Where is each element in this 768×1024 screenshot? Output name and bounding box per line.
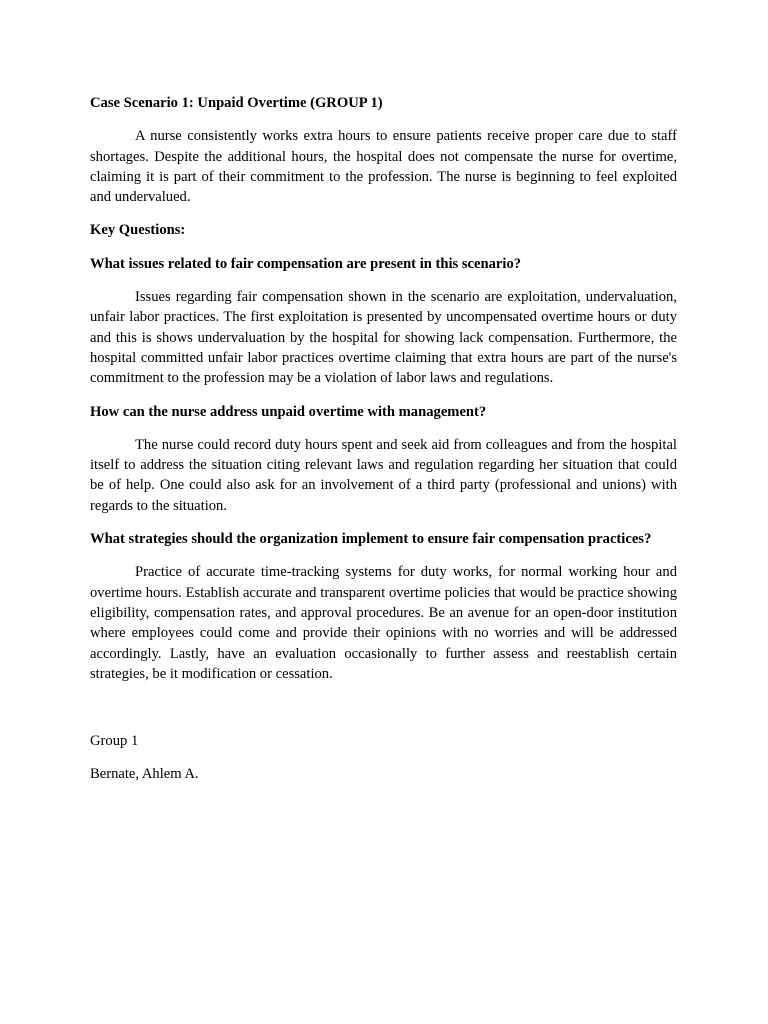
answer-paragraph-3: Practice of accurate time-tracking systems for duty works, for normal working hour and overtime hours. Establish accurate and transparent overtime policies that would be practice showing eligibility, compensation rates, and approval procedures. Be an avenue for an open-door institution where employees could come and provide their opinions with no worries and will be addressed accordingly. Lastly, have an evaluation occasionally to further assess and reestablish certain strategies, be it modification or cessation. [90,564,677,682]
member-name: Bernate, Ahlem A. [90,766,199,783]
question-heading-2: How can the nurse address unpaid overtime with management? [90,403,487,420]
document-title: Case Scenario 1: Unpaid Overtime (GROUP 1) [90,95,383,111]
question-heading-1: What issues related to fair compensation are present in this scenario? [90,255,522,272]
document-page [90,93,677,798]
intro-paragraph: A nurse consistently works extra hours to ensure patients receive proper care due to staff shortages. Despite the additional hours, the hospital does not compensate the nurse for overtime, claiming it is part of their commitment to the profession. The nurse is beginning to feel exploited and undervalued. [90,128,677,206]
key-questions-heading: Key Questions: [90,222,186,239]
question-heading-3: What strategies should the organization implement to ensure fair compensation practices? [90,531,652,548]
group-label: Group 1 [90,733,139,750]
blank-space [90,697,677,731]
answer-paragraph-2: The nurse could record duty hours spent and seek aid from colleagues and from the hospital itself to address the situation citing relevant laws and regulation regarding her situation that could be of help. One could also ask for an involvement of a third party (professional and unions) with regards to the situation. [90,436,677,514]
answer-paragraph-1: Issues regarding fair compensation shown in the scenario are exploitation, undervaluation, unfair labor practices. The first exploitation is presented by uncompensated overtime hours or duty and this is shows undervaluation by the hospital for showing lack compensation. Furthermore, the hospital committed unfair labor practices overtime claiming that extra hours are part of the nurse's commitment to the profession may be a violation of labor laws and regulations. [90,289,677,387]
